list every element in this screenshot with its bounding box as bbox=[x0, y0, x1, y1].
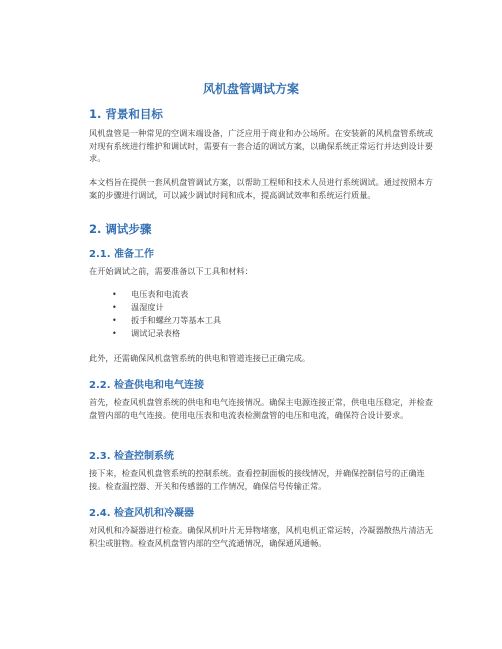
paragraph-control: 接下来，检查风机盘管系统的控制系统。查看控制面板的接线情况，并确保控制信号的正确连接。检查温控器、开关和传感器的工作情况，确保信号传输正常。 bbox=[89, 468, 425, 491]
list-item: • 温湿度计 bbox=[112, 302, 164, 312]
paragraph-power: 首先，检查风机盘管系统的供电和电气连接情况。确保主电源连接正常，供电电压稳定，并检查盘管内部的电气连接。使用电压表和电流表检测盘管的电压和电流，确保符合设计要求。 bbox=[89, 397, 433, 420]
section-heading-background: 1. 背景和目标 bbox=[89, 107, 163, 121]
paragraph-background: 风机盘管是一种常见的空调末端设备，广泛应用于商业和办公场所。在安装新的风机盘管系统或对现有系统进行维护和调试时，需要有一套合适的调试方案，以确保系统正常运行并达到设计要求。 bbox=[89, 128, 433, 164]
paragraph-fan: 对风机和冷凝器进行检查。确保风机叶片无异物堵塞，风机电机正常运转，冷凝器散热片清洁无积尘或脏物。检查风机盘管内部的空气流通情况，确保通风通畅。 bbox=[89, 525, 433, 548]
list-item: • 电压表和电流表 bbox=[112, 289, 189, 299]
preparation-intro: 在开始调试之前，需要准备以下工具和材料： bbox=[89, 266, 253, 276]
list-item: • 扳手和螺丝刀等基本工具 bbox=[112, 315, 222, 325]
paragraph-purpose: 本文档旨在提供一套风机盘管调试方案，以帮助工程师和技术人员进行系统调试。通过按照本方案的步骤进行调试，可以减少调试时间和成本，提高调试效率和系统运行质量。 bbox=[89, 177, 433, 200]
list-item: • 调试记录表格 bbox=[112, 328, 181, 338]
section-heading-steps: 2. 调试步骤 bbox=[89, 222, 152, 236]
subsection-heading-preparation: 2.1. 准备工作 bbox=[89, 249, 154, 260]
preparation-outro: 此外，还需确保风机盘管系统的供电和管道连接已正确完成。 bbox=[89, 353, 311, 363]
document-title: 风机盘管调试方案 bbox=[202, 82, 299, 96]
bullet-icon: • bbox=[112, 316, 117, 325]
subsection-heading-power: 2.2. 检查供电和电气连接 bbox=[89, 380, 204, 391]
bullet-icon: • bbox=[112, 329, 117, 338]
subsection-heading-fan: 2.4. 检查风机和冷凝器 bbox=[89, 508, 194, 519]
bullet-icon: • bbox=[112, 290, 117, 299]
tool-list bbox=[89, 288, 221, 340]
bullet-icon: • bbox=[112, 303, 117, 312]
subsection-heading-control: 2.3. 检查控制系统 bbox=[89, 451, 174, 462]
